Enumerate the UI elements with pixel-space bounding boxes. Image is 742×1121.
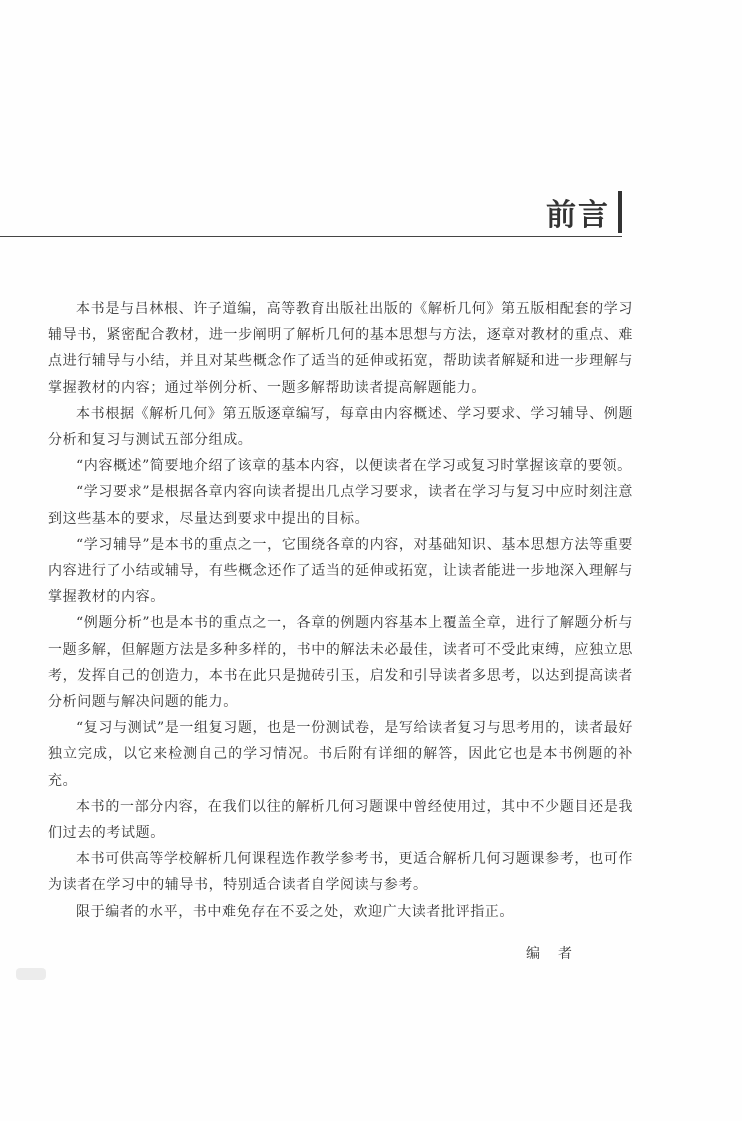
page-title: 前言 [546, 198, 610, 233]
paragraph-4: “学习要求”是根据各章内容向读者提出几点学习要求，读者在学习与复习中应时刻注意到这些基本的要求，尽量达到要求中提出的目标。 [48, 484, 633, 527]
paragraph-10: 限于编者的水平，书中难免存在不妥之处，欢迎广大读者批评指正。 [76, 903, 514, 920]
title-rule [0, 236, 622, 237]
paragraph-1: 本书是与吕林根、许子道编，高等教育出版社出版的《解析几何》第五版相配套的学习辅导书，紧密配合教材，进一步阐明了解析几何的基本思想与方法，逐章对教材的重点、难点进行辅导与小结，并且对某些概念作了适当的延伸或拓宽，帮助读者解疑和进一步理解与掌握教材的内容；通过举例分析、一题多解帮助读者提高解题能力。 [48, 301, 633, 396]
paragraph-2: 本书根据《解析几何》第五版逐章编写，每章由内容概述、学习要求、学习辅导、例题分析和复习与测试五部分组成。 [48, 405, 633, 449]
title-bar [618, 191, 622, 233]
preface-text [48, 296, 633, 925]
title-block [546, 190, 622, 234]
paragraph-3: “内容概述”简要地介绍了该章的基本内容，以便读者在学习或复习时掌握该章的要领。 [76, 458, 632, 475]
paragraph-8: 本书的一部分内容，在我们以往的解析几何习题课中曾经使用过，其中不少题目还是我们过去的考试题。 [48, 798, 633, 842]
paragraph-5: “学习辅导”是本书的重点之一，它围绕各章的内容，对基础知识、基本思想方法等重要内容进行了小结或辅导，有些概念还作了适当的延伸或拓宽，让读者能进一步地深入理解与掌握教材的内容。 [48, 536, 633, 606]
scan-smudge [16, 968, 46, 980]
paragraph-7: “复习与测试”是一组复习题，也是一份测试卷，是写给读者复习与思考用的，读者最好独立完成，以它来检测自己的学习情况。书后附有详细的解答，因此它也是本书例题的补充。 [48, 720, 633, 789]
paragraph-6: “例题分析”也是本书的重点之一，各章的例题内容基本上覆盖全章，进行了解题分析与一题多解，但解题方法是多种多样的，书中的解法未必最佳，读者可不受此束缚，应独立思考，发挥自己的创造力，本书在此只是抛砖引玉，启发和引导读者多思考，以达到提高读者分析问题与解决问题的能力。 [48, 615, 633, 711]
author-signature: 编者 [526, 946, 590, 962]
paragraph-9: 本书可供高等学校解析几何课程选作教学参考书，更适合解析几何习题课参考，也可作为读者在学习中的辅导书，特别适合读者自学阅读与参考。 [48, 851, 633, 894]
